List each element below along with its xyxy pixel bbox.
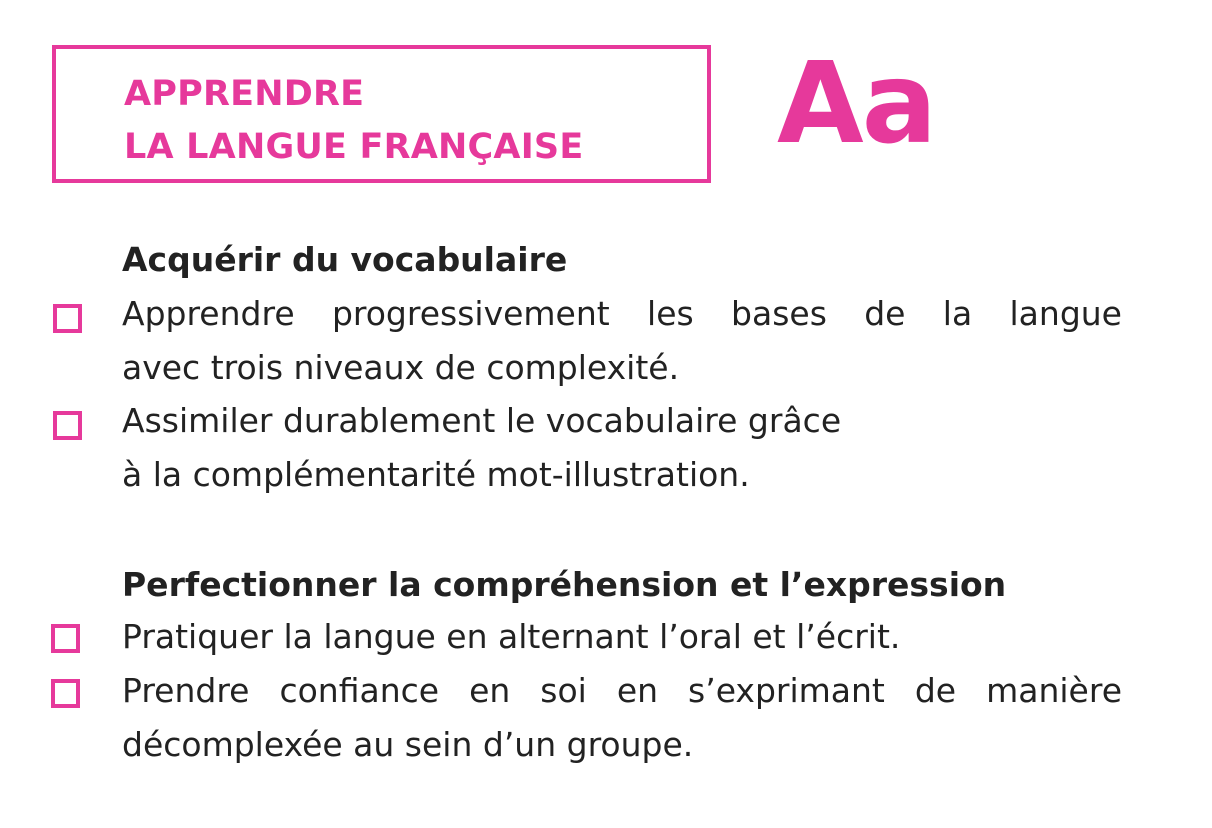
- checkbox-icon: [51, 679, 80, 708]
- bullet-line: Assimiler durablement le vocabulaire grâce: [122, 401, 842, 440]
- section-heading-expression: Perfectionner la compréhension et l’expression: [122, 565, 1007, 604]
- bullet-line: Pratiquer la langue en alternant l’oral et l’écrit.: [122, 617, 901, 656]
- bullet-line: à la complémentarité mot-illustration.: [122, 455, 750, 494]
- bullet-line: Apprendre progressivement les bases de la langue: [122, 294, 1122, 333]
- bullet-line: décomplexée au sein d’un groupe.: [122, 725, 694, 764]
- bullet-line: avec trois niveaux de complexité.: [122, 348, 680, 387]
- header-box: [52, 45, 711, 183]
- checkbox-icon: [53, 411, 82, 440]
- aa-logo: Aa: [777, 39, 936, 169]
- bullet-line: Prendre confiance en soi en s’exprimant de manière: [122, 671, 1122, 710]
- checkbox-icon: [53, 304, 82, 333]
- header-title-line1: APPRENDRE: [124, 74, 365, 114]
- section-heading-vocabulaire: Acquérir du vocabulaire: [122, 240, 568, 279]
- checkbox-icon: [51, 624, 80, 653]
- header-title-line2: LA LANGUE FRANÇAISE: [124, 127, 584, 167]
